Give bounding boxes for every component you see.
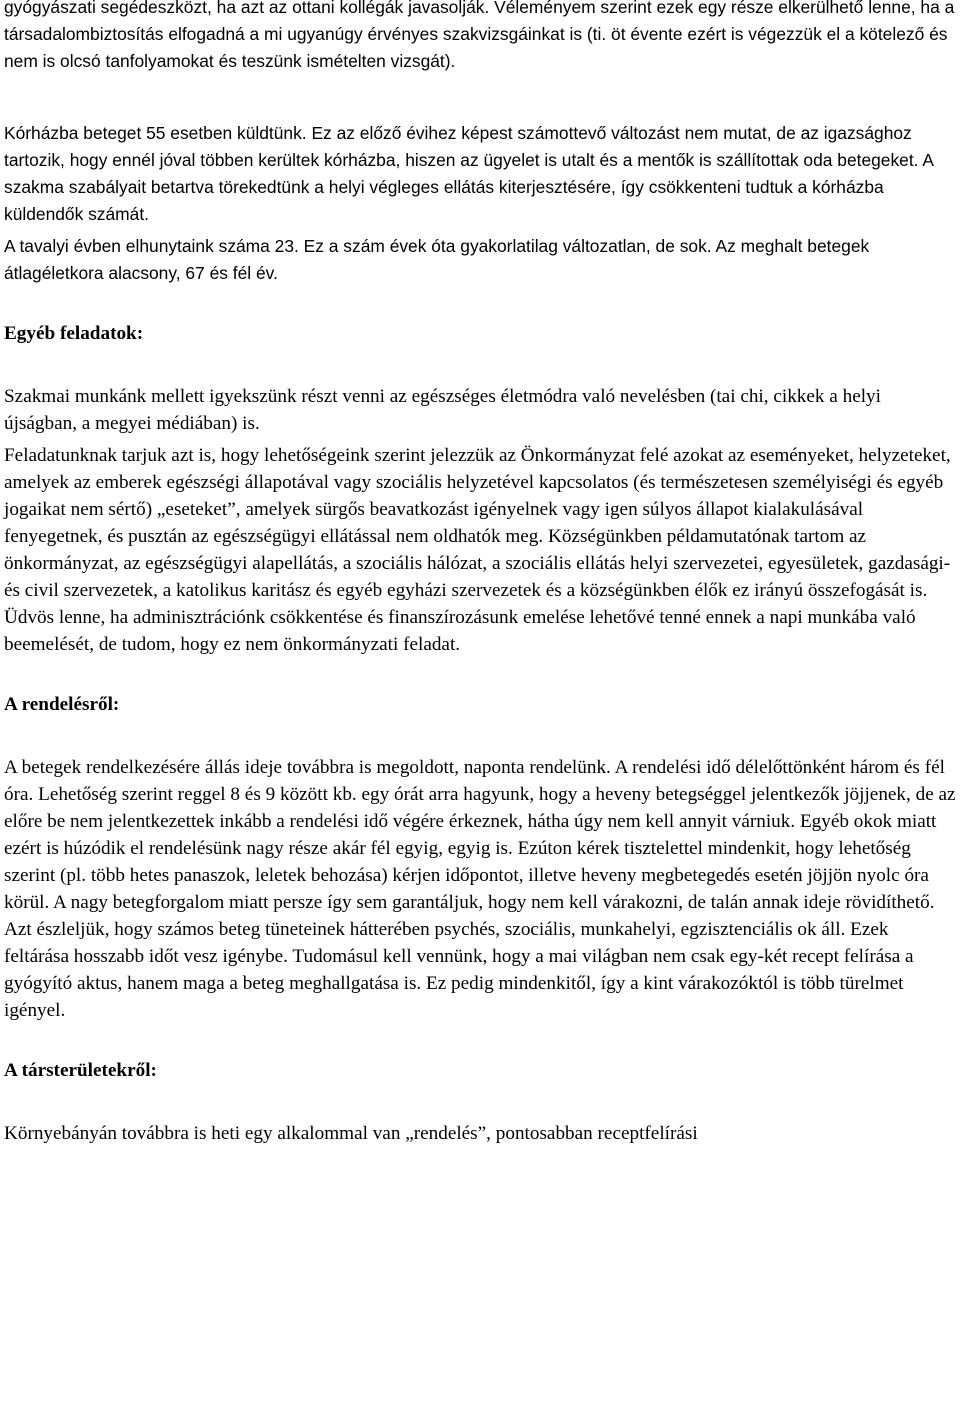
heading-tarsteruletek: A társterületekről:	[4, 1060, 157, 1081]
heading-egyeb-feladatok: Egyéb feladatok:	[4, 323, 144, 344]
paragraph-kornyebanya: Környebányán továbbra is heti egy alkalommal van „rendelés”, pontosabban receptfelírási	[4, 1123, 698, 1144]
paragraph-korhaz: Kórházba beteget 55 esetben küldtünk. Ez az előző évihez képest számottevő változást nem mutat, de az igazsághoz tartozik, hogy ennél jóval többen kerültek kórházba, hiszen az ügyelet is utalt és a mentők is szállítottak oda betegeket. A szakma szabályait betartva törekedtünk a helyi végleges ellátás kiterjesztésére, így csökkenteni tudtuk a kórházba küldendők számát.	[4, 123, 934, 224]
paragraph-onkormanyzat: Feladatunknak tarjuk azt is, hogy lehetőségeink szerint jelezzük az Önkormányzat felé azokat az eseményeket, helyzeteket, amelyek az emberek egészségi állapotával vagy szociális helyzetével kapcsolatos (és természetesen személyiségi és egyéb jogaikat nem sértő) „eseteket”, amelyek sürgős beavatkozást igényelnek vagy igen súlyos állapot kialakulásával fenyegetnek, és pusztán az egészségügyi ellátással nem oldhatók meg. Községünkben példamutatónak tartom az önkormányzat, az egészségügyi alapellátás, a szociális hálózat, a szociális ellátás helyi szervezetei, egyesületek, gazdasági- és civil szervezetek, a katolikus karitász és egyéb egyházi szervezetek és a községünkben élők ez irányú összefogását is. Üdvös lenne, ha adminisztrációnk csökkentése és finanszírozásunk emelése lehetővé tenné ennek a napi munkába való beemelését, de tudom, hogy ez nem önkormányzati feladat.	[4, 445, 951, 655]
document-page	[4, 0, 956, 1147]
paragraph-eletmod: Szakmai munkánk mellett igyekszünk részt venni az egészséges életmódra való nevelésben (tai chi, cikkek a helyi újságban, a megyei médiában) is.	[4, 386, 881, 434]
paragraph-elhunytak: A tavalyi évben elhunytaink száma 23. Ez a szám évek óta gyakorlatilag változatlan, de sok. Az meghalt betegek átlagéletkora alacsony, 67 és fél év.	[4, 236, 870, 283]
paragraph-eszkoz: gyógyászati segédeszközt, ha azt az ottani kollégák javasolják. Véleményem szerint ezek egy része elkerülhető lenne, ha a társadalombiztosítás elfogadná a mi ugyanúgy érvényes szakvizsgáinkat is (ti. öt évente ezért is végezzük el a kötelező és nem is olcsó tanfolyamokat és teszünk ismételten vizsgát).	[4, 0, 955, 71]
paragraph-rendelesi-ido: A betegek rendelkezésére állás ideje továbbra is megoldott, naponta rendelünk. A rendelési idő délelőttönként három és fél óra. Lehetőség szerint reggel 8 és 9 között kb. egy órát arra hagyunk, hogy a heveny betegséggel jelentkezők jöjjenek, de az előre be nem jelentkezettek inkább a rendelési idő végére érkeznek, hátha úgy nem kell annyit várniuk. Egyéb okok miatt ezért is húzódik el rendelésünk nagy része akár fél egyig, egyig is. Ezúton kérek tisztelettel mindenkit, hogy lehetőség szerint (pl. több hetes panaszok, leletek behozása) kérjen időpontot, illetve heveny megbetegedés esetén jöjjön nyolc óra körül. A nagy betegforgalom miatt persze így sem garantáljuk, hogy nem kell várakozni, de talán annak ideje rövidíthető. Azt észleljük, hogy számos beteg tüneteinek hátterében psychés, szociális, munkahelyi, egzisztenciális ok áll. Ezek feltárása hosszabb időt vesz igénybe. Tudomásul kell vennünk, hogy a mai világban nem csak egy-két recept felírása a gyógyító aktus, hanem maga a beteg meghallgatása is. Ez pedig mindenkitől, így a kint várakozóktól is több türelmet igényel.	[4, 757, 956, 1021]
heading-rendeles: A rendelésről:	[4, 694, 120, 715]
